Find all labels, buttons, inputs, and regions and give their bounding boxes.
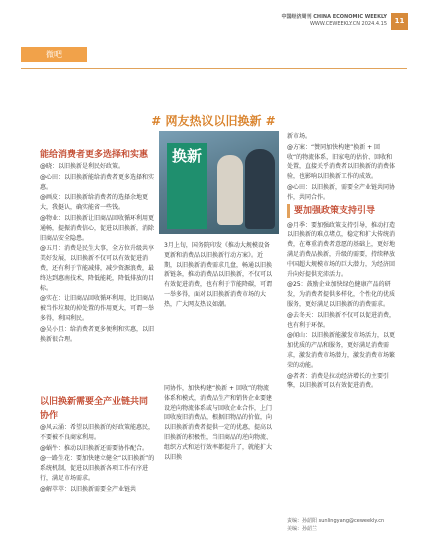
section-tag: 微吧: [21, 47, 87, 62]
article-title: # 网友热议以旧换新 #: [151, 114, 276, 128]
editor-credit: [287, 517, 384, 533]
comment-paragraph: @月季：要加强政策支持引导，推动打造以旧换新的难点堵点，稳定和扩大传统消费，在尊重消费者意愿的基础上，更好地满足消费品换新，升级的需要，持续释放中国超大规模市场的巨大潜力，为经济回升向好提供充沛活力。: [287, 221, 396, 278]
column-2-lower: [164, 384, 272, 463]
header-website-date: WWW.CEWEEKLY.CN 2024.4.15: [309, 21, 387, 27]
section-heading: 能给消费者更多选择和实惠: [40, 150, 149, 160]
designer-line: 美编：孙韶兰: [287, 526, 318, 532]
photo-person: [245, 149, 275, 229]
comment-paragraph: @心田：以旧换新，需要全产业链共同协作，共同合作。: [287, 183, 396, 201]
comment-paragraph: @晓：以旧换新是利民好政策。: [40, 163, 125, 170]
column-2-intro: [164, 241, 272, 311]
intro-paragraph: 3月上旬，国务院印发《推动大规模设备更新和消费品以旧换新行动方案》。近期，以旧换新消费需求几盘，畅通以旧换新链条，推动消费品以旧换新，不仅可以有效促进消费，也有利于节能降碳，可谓一举多得，面对以旧换新消费市场的大热，广大网友热议如潮。: [164, 242, 273, 308]
page-number: 11: [391, 13, 408, 30]
column-1-lower: [40, 395, 156, 496]
comment-paragraph: @物业：以旧换新让旧商品回收循环利用更通畅，提振消费信心，促进以旧换新，消除旧商品安全隐患。: [40, 214, 155, 242]
comment-paragraph: @一路生花：要加快建立健全“以旧换新”的系统机制，促进以旧换新各项工作有序进行，满足市场需求。: [40, 455, 155, 482]
column-3: [287, 132, 395, 392]
comment-paragraph: @五月：消费是民生大事，全方位升级共享美好发展，以旧换新不仅可以有效促进消费，还有利于节能减排，减少资源浪费，最终达到惠南技术，降低能耗，降低排放的目标。: [40, 245, 155, 292]
article-photo: [159, 131, 279, 234]
page-header: [281, 14, 387, 28]
header-divider: [21, 68, 407, 69]
comment-paragraph: 新市场。: [287, 133, 312, 140]
header-publication: 中国经济周刊 CHINA ECONOMIC WEEKLY: [281, 14, 387, 20]
comment-paragraph: @解萃萃：以旧换新需要全产业链共: [40, 485, 137, 493]
comment-paragraph: @蜗牛：推动以旧换新还需要协作配合。: [40, 444, 149, 452]
comment-paragraph: @方案：“赞同加快构建”换新 + 回收“的物流体系，旧家电的估价、回收和处置，直接关乎消费者以旧换新的消费体验，也影响以旧换新工作的成效。: [287, 143, 396, 181]
comment-paragraph: @吴小且：给消费者更多便利和实惠，以旧换新很合理。: [40, 325, 155, 343]
section-heading: 要加强政策支持引导: [287, 204, 395, 218]
comment-paragraph: @风云涌：希望以旧换新的好政策能惠民，不要被不良商家利用。: [40, 424, 155, 441]
column-1: [40, 148, 156, 345]
comment-paragraph: @实在：让旧商品回收循环利用，比旧商品被当作垃圾的掉处置的作用更大，可谓一举多得，利国利民。: [40, 295, 155, 322]
comment-paragraph: 同协作，加快构建“换新 + 回收”的物流体系和模式，消费品生产和销售企业要建设逆向物流体系或与回收企业合作，上门回收废旧消费品，根据旧物品的价值，向以旧换新消费者提供一定的优惠，提高以旧换新的积极性，当旧商品的逆向物流、组织方式和运行效率都提升了，就能扩大以旧换: [164, 385, 273, 461]
section-heading: 以旧换新需要全产业链共同协作: [40, 397, 149, 421]
comment-paragraph: @画皮：以旧换新给消费者的选择余地更大，我挺认，确实能省一些钱。: [40, 194, 149, 212]
comment-paragraph: @者者：消费是拉动经济增长的主要引擎，以旧换新可以有效促进消费。: [287, 372, 390, 390]
editor-line: 责编：孙韶阳 sunlingyang@ceweekly.cn: [287, 518, 385, 524]
comment-paragraph: @闻山：以旧换新能激发市场活力，以更加优质的产品和服务，更好满足消费需求，激发消费市场潜力，激发消费市场繁荣的动能。: [287, 332, 396, 369]
photo-person: [217, 155, 243, 225]
comment-paragraph: @心田：以旧换新能给消费者更多选择和实惠。: [40, 173, 155, 191]
comment-paragraph: @去冬天：以旧换新不仅可以促进消费，也有利于环保。: [287, 311, 396, 329]
comment-paragraph: @25：鼓励企业加快绿色健康产品的研发，为消费者提供多样化，个性化的优质服务，更好满足以旧换新的消费需求。: [287, 281, 396, 308]
photo-sign: 换新: [167, 143, 207, 229]
